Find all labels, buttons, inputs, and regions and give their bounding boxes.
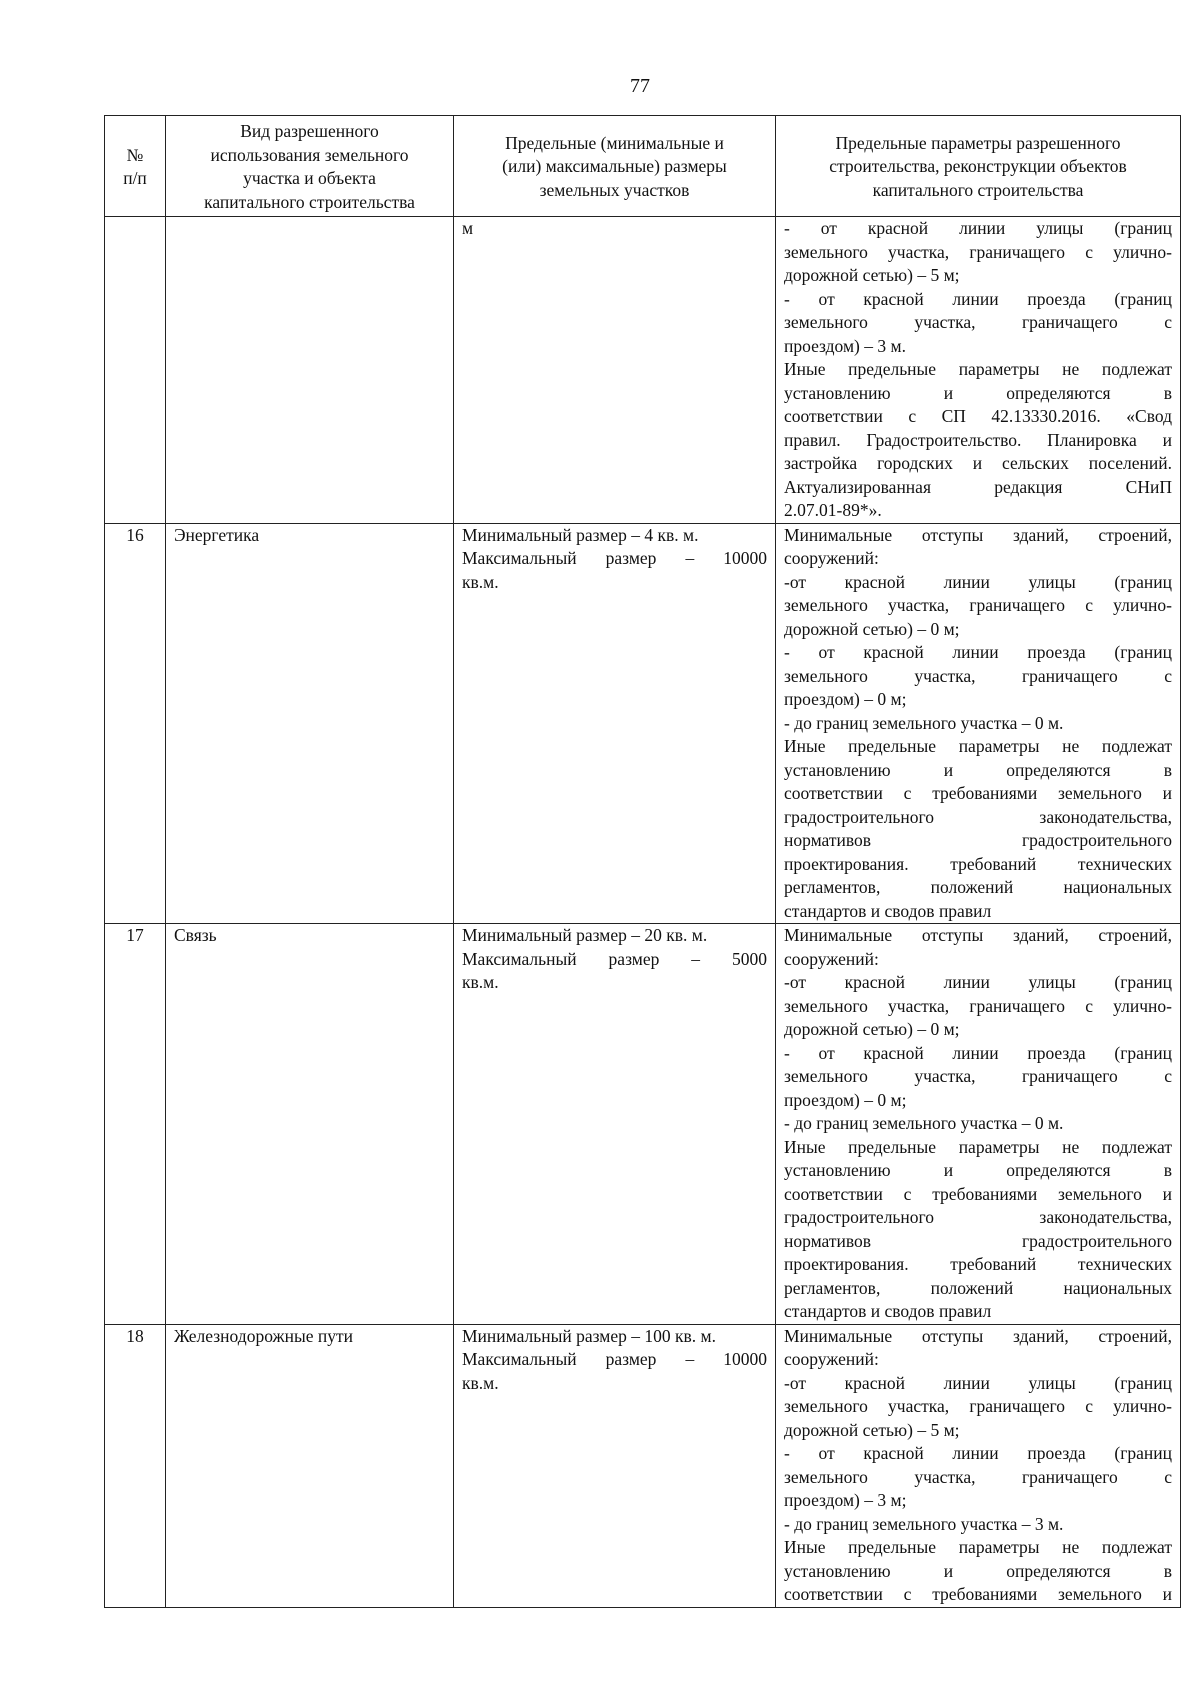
text-line: установлению и определяются в: [784, 382, 1172, 403]
header-line: строительства, реконструкции объектов: [829, 156, 1127, 177]
text-line: соответствии с требованиями земельного и: [784, 783, 1172, 803]
text-line: соответствии с СП 42.13330.2016. «Свод: [784, 406, 1172, 426]
text-line: установлению и определяются в: [784, 759, 1172, 780]
text-line: регламентов, положений национальных: [784, 877, 1172, 897]
text-line: установлению и определяются в: [784, 1560, 1172, 1581]
text-line: застройка городских и сельских поселений.: [784, 453, 1172, 473]
text-line: проектирования. требований технических: [784, 1254, 1172, 1274]
text-line: Максимальный размер – 10000: [462, 1349, 767, 1369]
text-line: дорожной сетью) – 0 м;: [784, 618, 960, 639]
header-line: капитального строительства: [872, 179, 1084, 200]
land-use-type-cell: Связь: [166, 924, 454, 1325]
header-line: земельных участков: [539, 179, 690, 200]
text-line: Минимальный размер – 4 кв. м.: [462, 524, 699, 545]
text-line: Минимальные отступы зданий, строений,: [784, 925, 1172, 945]
text-line: земельного участка, граничащего с: [784, 1466, 1172, 1487]
header-plot-size-limits: [454, 116, 776, 217]
text-line: дорожной сетью) – 0 м;: [784, 1019, 960, 1039]
text-line: -от красной линии улицы (границ: [784, 972, 1172, 992]
text-line: земельного участка, граничащего с улично-: [784, 241, 1172, 262]
text-line: - до границ земельного участка – 0 м.: [784, 712, 1064, 733]
text-line: - от красной линии улицы (границ: [784, 218, 1172, 238]
table-row: [105, 1324, 1181, 1607]
land-use-type-cell: Энергетика: [166, 523, 454, 924]
text-line: -от красной линии улицы (границ: [784, 1372, 1172, 1393]
text-line: проездом) – 3 м.: [784, 335, 906, 356]
header-construction-parameters: [776, 116, 1181, 217]
table-body: [105, 217, 1181, 1608]
land-use-type-cell: [166, 217, 454, 524]
row-number: 18: [105, 1324, 166, 1607]
text-line: правил. Градостроительство. Планировка и: [784, 429, 1172, 450]
header-line: п/п: [123, 168, 147, 188]
text-line: Максимальный размер – 10000: [462, 548, 767, 568]
row-number: 17: [105, 924, 166, 1325]
regulations-table: [104, 115, 1181, 1608]
text-line: 2.07.01-89*».: [784, 500, 882, 520]
row-number: 16: [105, 523, 166, 924]
text-line: стандартов и сводов правил: [784, 1301, 992, 1321]
text-line: - от красной линии проезда (границ: [784, 288, 1172, 309]
table-row: [105, 924, 1181, 1325]
header-line: использования земельного: [210, 144, 409, 165]
land-use-type-cell: Железнодорожные пути: [166, 1324, 454, 1607]
table-header-row: [105, 116, 1181, 217]
text-line: - от красной линии проезда (границ: [784, 1042, 1172, 1063]
text-line: сооружений:: [784, 548, 879, 568]
text-line: Актуализированная редакция СНиП: [784, 476, 1172, 497]
text-line: нормативов градостроительного: [784, 1230, 1172, 1251]
text-line: земельного участка, граничащего с: [784, 665, 1172, 686]
table-row: [105, 217, 1181, 524]
text-line: земельного участка, граничащего с улично-: [784, 1396, 1172, 1416]
text-line: соответствии с требованиями земельного и: [784, 1183, 1172, 1204]
construction-parameters-cell: [776, 1324, 1181, 1607]
text-line: Минимальный размер – 20 кв. м.: [462, 925, 708, 945]
text-line: Минимальный размер – 100 кв. м.: [462, 1325, 716, 1346]
header-line: Вид разрешенного: [240, 121, 379, 141]
header-line: Предельные параметры разрешенного: [835, 132, 1121, 153]
header-line: №: [126, 144, 144, 165]
text-line: градостроительного законодательства,: [784, 1207, 1172, 1227]
text-line: регламентов, положений национальных: [784, 1277, 1172, 1298]
text-line: - от красной линии проезда (границ: [784, 642, 1172, 662]
text-line: соответствии с требованиями земельного и: [784, 1584, 1172, 1604]
text-line: земельного участка, граничащего с: [784, 312, 1172, 332]
text-line: Иные предельные параметры не подлежат: [784, 1136, 1172, 1157]
header-land-use-type: [166, 116, 454, 217]
text-line: дорожной сетью) – 5 м;: [784, 1419, 960, 1440]
text-line: -от красной линии улицы (границ: [784, 571, 1172, 592]
plot-size-cell: [454, 217, 776, 524]
construction-parameters-cell: [776, 924, 1181, 1325]
header-line: Предельные (минимальные и: [505, 132, 724, 153]
text-line: м: [462, 218, 474, 238]
page-number: 77: [630, 75, 650, 97]
text-line: - от красной линии проезда (границ: [784, 1443, 1172, 1463]
text-line: Иные предельные параметры не подлежат: [784, 1537, 1172, 1557]
text-line: Минимальные отступы зданий, строений,: [784, 1325, 1172, 1346]
plot-size-cell: [454, 1324, 776, 1607]
text-line: градостроительного законодательства,: [784, 806, 1172, 827]
text-line: земельного участка, граничащего с: [784, 1066, 1172, 1086]
text-line: - до границ земельного участка – 3 м.: [784, 1513, 1064, 1534]
table-row: [105, 523, 1181, 924]
text-line: сооружений:: [784, 948, 879, 969]
plot-size-cell: [454, 523, 776, 924]
text-line: стандартов и сводов правил: [784, 900, 992, 921]
text-line: земельного участка, граничащего с улично-: [784, 995, 1172, 1016]
header-number: [105, 116, 166, 217]
row-number: [105, 217, 166, 524]
text-line: дорожной сетью) – 5 м;: [784, 265, 960, 285]
text-line: кв.м.: [462, 972, 499, 992]
text-line: проездом) – 3 м;: [784, 1490, 907, 1510]
text-line: проектирования. требований технических: [784, 853, 1172, 874]
text-line: Минимальные отступы зданий, строений,: [784, 524, 1172, 545]
plot-size-cell: [454, 924, 776, 1325]
text-line: кв.м.: [462, 1372, 499, 1393]
text-line: проездом) – 0 м;: [784, 689, 907, 709]
text-line: кв.м.: [462, 571, 499, 592]
construction-parameters-cell: [776, 217, 1181, 524]
header-line: (или) максимальные) размеры: [502, 156, 727, 177]
text-line: сооружений:: [784, 1349, 879, 1369]
text-line: установлению и определяются в: [784, 1160, 1172, 1180]
header-line: участка и объекта: [243, 168, 376, 188]
text-line: проездом) – 0 м;: [784, 1089, 907, 1110]
text-line: нормативов градостроительного: [784, 830, 1172, 850]
text-line: Иные предельные параметры не подлежат: [784, 359, 1172, 379]
text-line: - до границ земельного участка – 0 м.: [784, 1113, 1064, 1133]
text-line: земельного участка, граничащего с улично-: [784, 595, 1172, 615]
text-line: Иные предельные параметры не подлежат: [784, 736, 1172, 756]
text-line: Максимальный размер – 5000: [462, 948, 767, 969]
header-line: капитального строительства: [204, 191, 415, 212]
construction-parameters-cell: [776, 523, 1181, 924]
